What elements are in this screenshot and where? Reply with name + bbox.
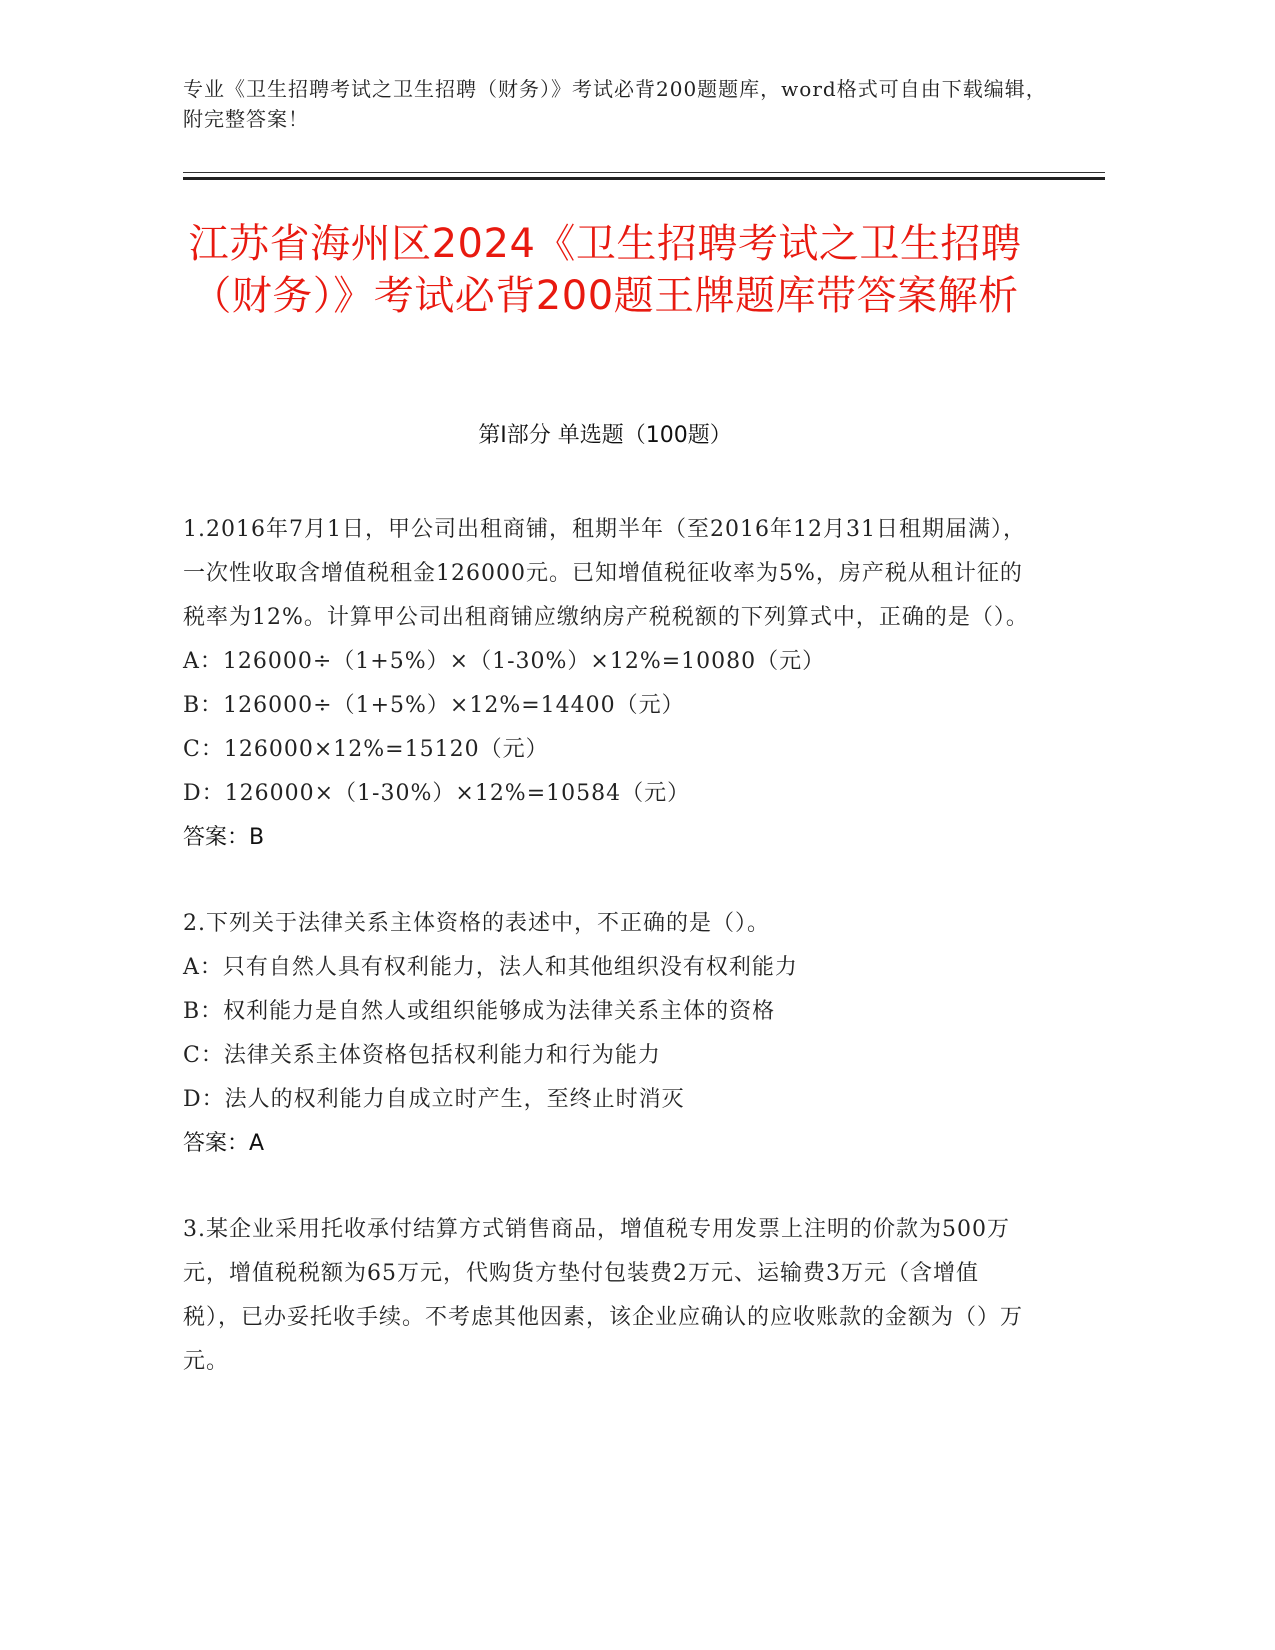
header-divider-thin xyxy=(183,172,1105,173)
document-title: 江苏省海州区2024《卫生招聘考试之卫生招聘（财务）》考试必背200题王牌题库带答案解析 xyxy=(188,221,1022,319)
header-divider-thick xyxy=(183,177,1105,180)
question-2 xyxy=(183,902,1033,1166)
question-spacer xyxy=(183,1166,1033,1208)
question-list xyxy=(183,508,1033,1384)
section-title: 第Ⅰ部分 单选题（100题） xyxy=(478,423,732,448)
header-note: 专业《卫生招聘考试之卫生招聘（财务）》考试必背200题题库，word格式可自由下载编辑，附完整答案！ xyxy=(183,77,1047,131)
option-d: D：126000×（1-30%）×12%=10584（元） xyxy=(183,781,691,806)
option-d: D：法人的权利能力自成立时产生，至终止时消灭 xyxy=(183,1087,685,1112)
question-stem: 2.下列关于法律关系主体资格的表述中，不正确的是（）。 xyxy=(183,911,770,936)
question-stem: 3.某企业采用托收承付结算方式销售商品，增值税专用发票上注明的价款为500万元，增值税税额为65万元，代购货方垫付包装费2万元、运输费3万元（含增值税），已办妥托收手续。不考虑其他因素，该企业应确认的应收账款的金额为（）万元。 xyxy=(183,1217,1024,1374)
option-a: A：只有自然人具有权利能力，法人和其他组织没有权利能力 xyxy=(183,955,798,980)
option-c: C：126000×12%=15120（元） xyxy=(183,737,549,762)
question-3 xyxy=(183,1208,1033,1384)
question-stem: 1.2016年7月1日，甲公司出租商铺，租期半年（至2016年12月31日租期届满），一次性收取含增值税租金126000元。已知增值税征收率为5%，房产税从租计征的税率为12%。计算甲公司出租商铺应缴纳房产税税额的下列算式中，正确的是（）。 xyxy=(183,517,1029,630)
question-spacer xyxy=(183,860,1033,902)
answer: 答案：B xyxy=(183,825,265,850)
option-b: B：权利能力是自然人或组织能够成为法律关系主体的资格 xyxy=(183,999,776,1024)
option-c: C：法律关系主体资格包括权利能力和行为能力 xyxy=(183,1043,661,1068)
option-b: B：126000÷（1+5%）×12%=14400（元） xyxy=(183,693,685,718)
answer: 答案：A xyxy=(183,1131,265,1156)
question-1 xyxy=(183,508,1033,860)
option-a: A：126000÷（1+5%）×（1-30%）×12%=10080（元） xyxy=(183,649,826,674)
